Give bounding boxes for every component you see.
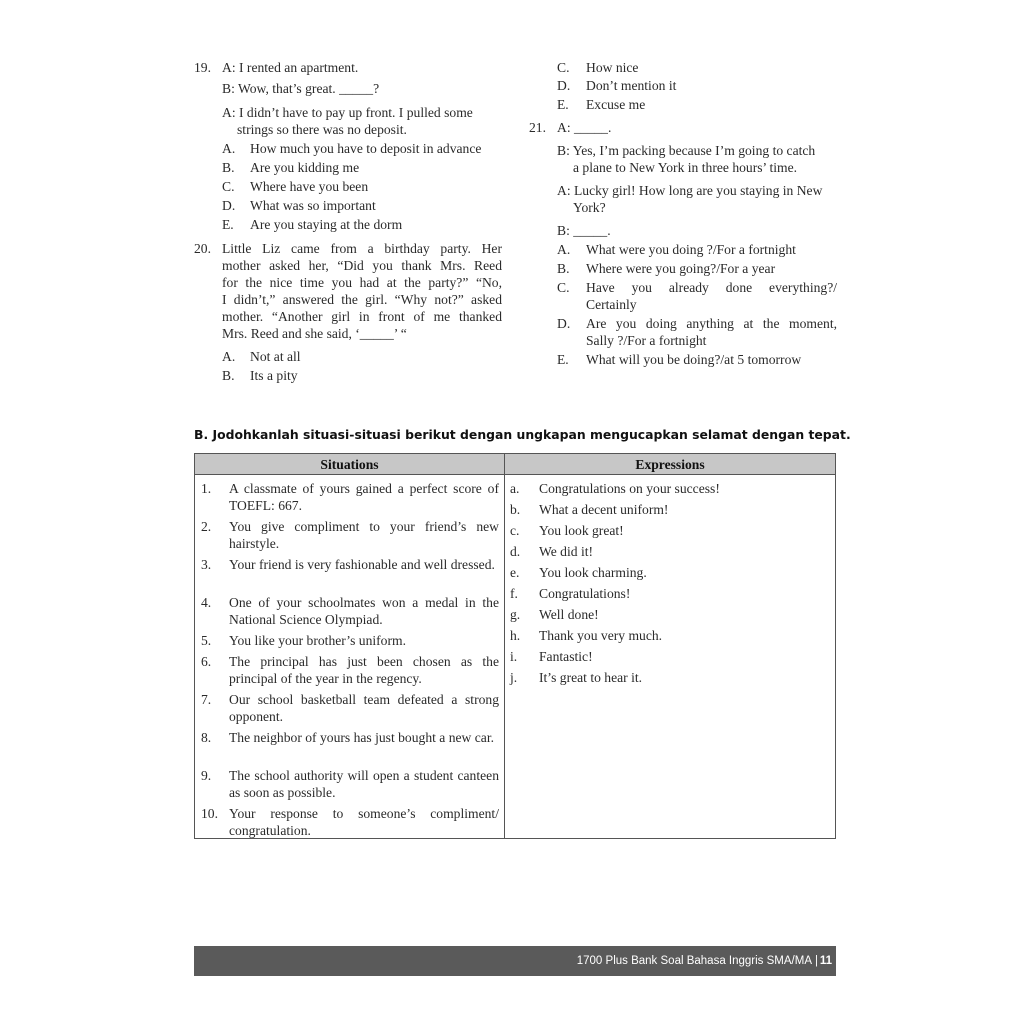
option-letter: D. (557, 78, 571, 93)
row-number: 9. (201, 768, 212, 783)
row-text: What a decent uniform! (539, 502, 669, 517)
option-text: What was so important (250, 198, 376, 213)
option-text: Excuse me (586, 97, 646, 112)
question-20 (194, 240, 504, 385)
row-text: The principal has just been chosen as the principal of the year in the regency. (229, 654, 499, 686)
dialogue-line: B: _____. (557, 223, 611, 238)
row-letter: c. (510, 523, 520, 538)
dialogue-line: A: I didn’t have to pay up front. I pulled some (222, 105, 473, 120)
question-text-line: for the nice time you had at the party?” “No, (222, 275, 502, 290)
dialogue-line: A: _____. (557, 120, 612, 135)
row-letter: h. (510, 628, 521, 643)
option-letter: E. (557, 352, 569, 367)
row-text: Congratulations! (539, 586, 631, 601)
row-text: You give compliment to your friend’s new hairstyle. (229, 519, 499, 551)
dialogue-line: a plane to New York in three hours’ time. (573, 160, 797, 175)
dialogue-line: York? (573, 200, 606, 215)
option-text: How much you have to deposit in advance (250, 141, 482, 156)
option-text: What were you doing ?/For a fortnight (586, 242, 796, 257)
row-number: 3. (201, 557, 212, 572)
table-header (195, 454, 835, 475)
question-number: 20. (194, 241, 211, 256)
question-number: 21. (529, 120, 546, 135)
option-letter: E. (557, 97, 569, 112)
row-number: 5. (201, 633, 212, 648)
option-letter: A. (222, 349, 236, 364)
option-text: What will you be doing?/at 5 tomorrow (586, 352, 802, 367)
section-b-title: B. Jodohkanlah situasi-situasi berikut dengan ungkapan mengucapkan selamat dengan tepat. (194, 427, 851, 442)
option-letter: D. (557, 316, 571, 331)
option-letter: C. (557, 280, 570, 295)
row-text: Thank you very much. (539, 628, 663, 643)
row-number: 10. (201, 806, 218, 821)
option-text: Not at all (250, 349, 301, 364)
dialogue-line: B: Wow, that’s great. _____? (222, 81, 380, 96)
row-letter: b. (510, 502, 521, 517)
option-letter: D. (222, 198, 236, 213)
row-number: 6. (201, 654, 212, 669)
row-text: Congratulations on your success! (539, 481, 720, 496)
footer-separator: | (815, 955, 818, 967)
option-text: Don’t mention it (586, 78, 677, 93)
matching-table (194, 453, 836, 839)
option-text: Sally ?/For a fortnight (586, 333, 707, 348)
option-letter: A. (222, 141, 236, 156)
row-text: Your friend is very fashionable and well dressed. (229, 557, 495, 572)
option-text: Are you staying at the dorm (250, 217, 403, 232)
row-number: 7. (201, 692, 212, 707)
option-text: Are you doing anything at the moment, (586, 316, 837, 331)
row-text: Fantastic! (539, 649, 593, 664)
row-number: 8. (201, 730, 212, 745)
row-text: The school authority will open a student canteen as soon as possible. (229, 768, 499, 800)
expressions-header: Expressions (635, 457, 705, 472)
option-letter: C. (557, 60, 570, 75)
row-letter: j. (510, 670, 518, 685)
question-21 (529, 119, 839, 374)
question-19 (194, 59, 504, 239)
book-title: 1700 Plus Bank Soal Bahasa Inggris SMA/MA (576, 955, 812, 967)
option-text: Where were you going?/For a year (586, 261, 776, 276)
option-text: How nice (586, 60, 639, 75)
option-text: Certainly (586, 297, 637, 312)
row-text: You look great! (539, 523, 624, 538)
situations-header: Situations (320, 457, 379, 472)
question-text-line: Mrs. Reed and she said, ‘_____’ “ (222, 326, 407, 341)
option-text: Are you kidding me (250, 160, 360, 175)
question-20-options-continued (557, 59, 837, 116)
option-letter: B. (557, 261, 570, 276)
row-letter: a. (510, 481, 520, 496)
option-text: Have you already done everything?/ (586, 280, 837, 295)
row-text: Our school basketball team defeated a strong opponent. (229, 692, 499, 724)
column-divider (504, 454, 505, 838)
question-text-line: I didn’t,” answered the girl. “Why not?” asked (222, 292, 502, 307)
option-letter: A. (557, 242, 571, 257)
row-text: Your response to someone’s compliment/ congratulation. (229, 806, 499, 838)
option-letter: B. (222, 160, 235, 175)
row-text: It’s great to hear it. (539, 670, 643, 685)
dialogue-line: B: Yes, I’m packing because I’m going to catch (557, 143, 816, 158)
dialogue-line: A: Lucky girl! How long are you staying in New (557, 183, 823, 198)
row-text: Well done! (539, 607, 599, 622)
row-letter: g. (510, 607, 521, 622)
page-number: 11 (819, 955, 832, 967)
row-letter: f. (510, 586, 518, 601)
option-letter: C. (222, 179, 235, 194)
question-text-line: Little Liz came from a birthday party. Her (222, 241, 502, 256)
row-text: We did it! (539, 544, 594, 559)
row-number: 1. (201, 481, 212, 496)
row-number: 2. (201, 519, 212, 534)
dialogue-line: strings so there was no deposit. (237, 122, 407, 137)
option-letter: B. (222, 368, 235, 383)
row-text: One of your schoolmates won a medal in the National Science Olympiad. (229, 595, 499, 627)
row-number: 4. (201, 595, 212, 610)
row-text: You like your brother’s uniform. (229, 633, 406, 648)
option-text: Its a pity (250, 368, 298, 383)
row-text: The neighbor of yours has just bought a new car. (229, 730, 495, 745)
page-footer (194, 946, 836, 976)
question-number: 19. (194, 60, 211, 75)
row-text: You look charming. (539, 565, 647, 580)
option-letter: E. (222, 217, 234, 232)
option-text: Where have you been (250, 179, 369, 194)
row-text: A classmate of yours gained a perfect score of TOEFL: 667. (229, 481, 499, 513)
row-letter: e. (510, 565, 520, 580)
question-text-line: mother asked her, “Did you thank Mrs. Reed (222, 258, 502, 273)
row-letter: d. (510, 544, 521, 559)
question-text-line: mother. “Another girl in front of me thanked (222, 309, 502, 324)
dialogue-line: A: I rented an apartment. (222, 60, 359, 75)
row-letter: i. (510, 649, 518, 664)
